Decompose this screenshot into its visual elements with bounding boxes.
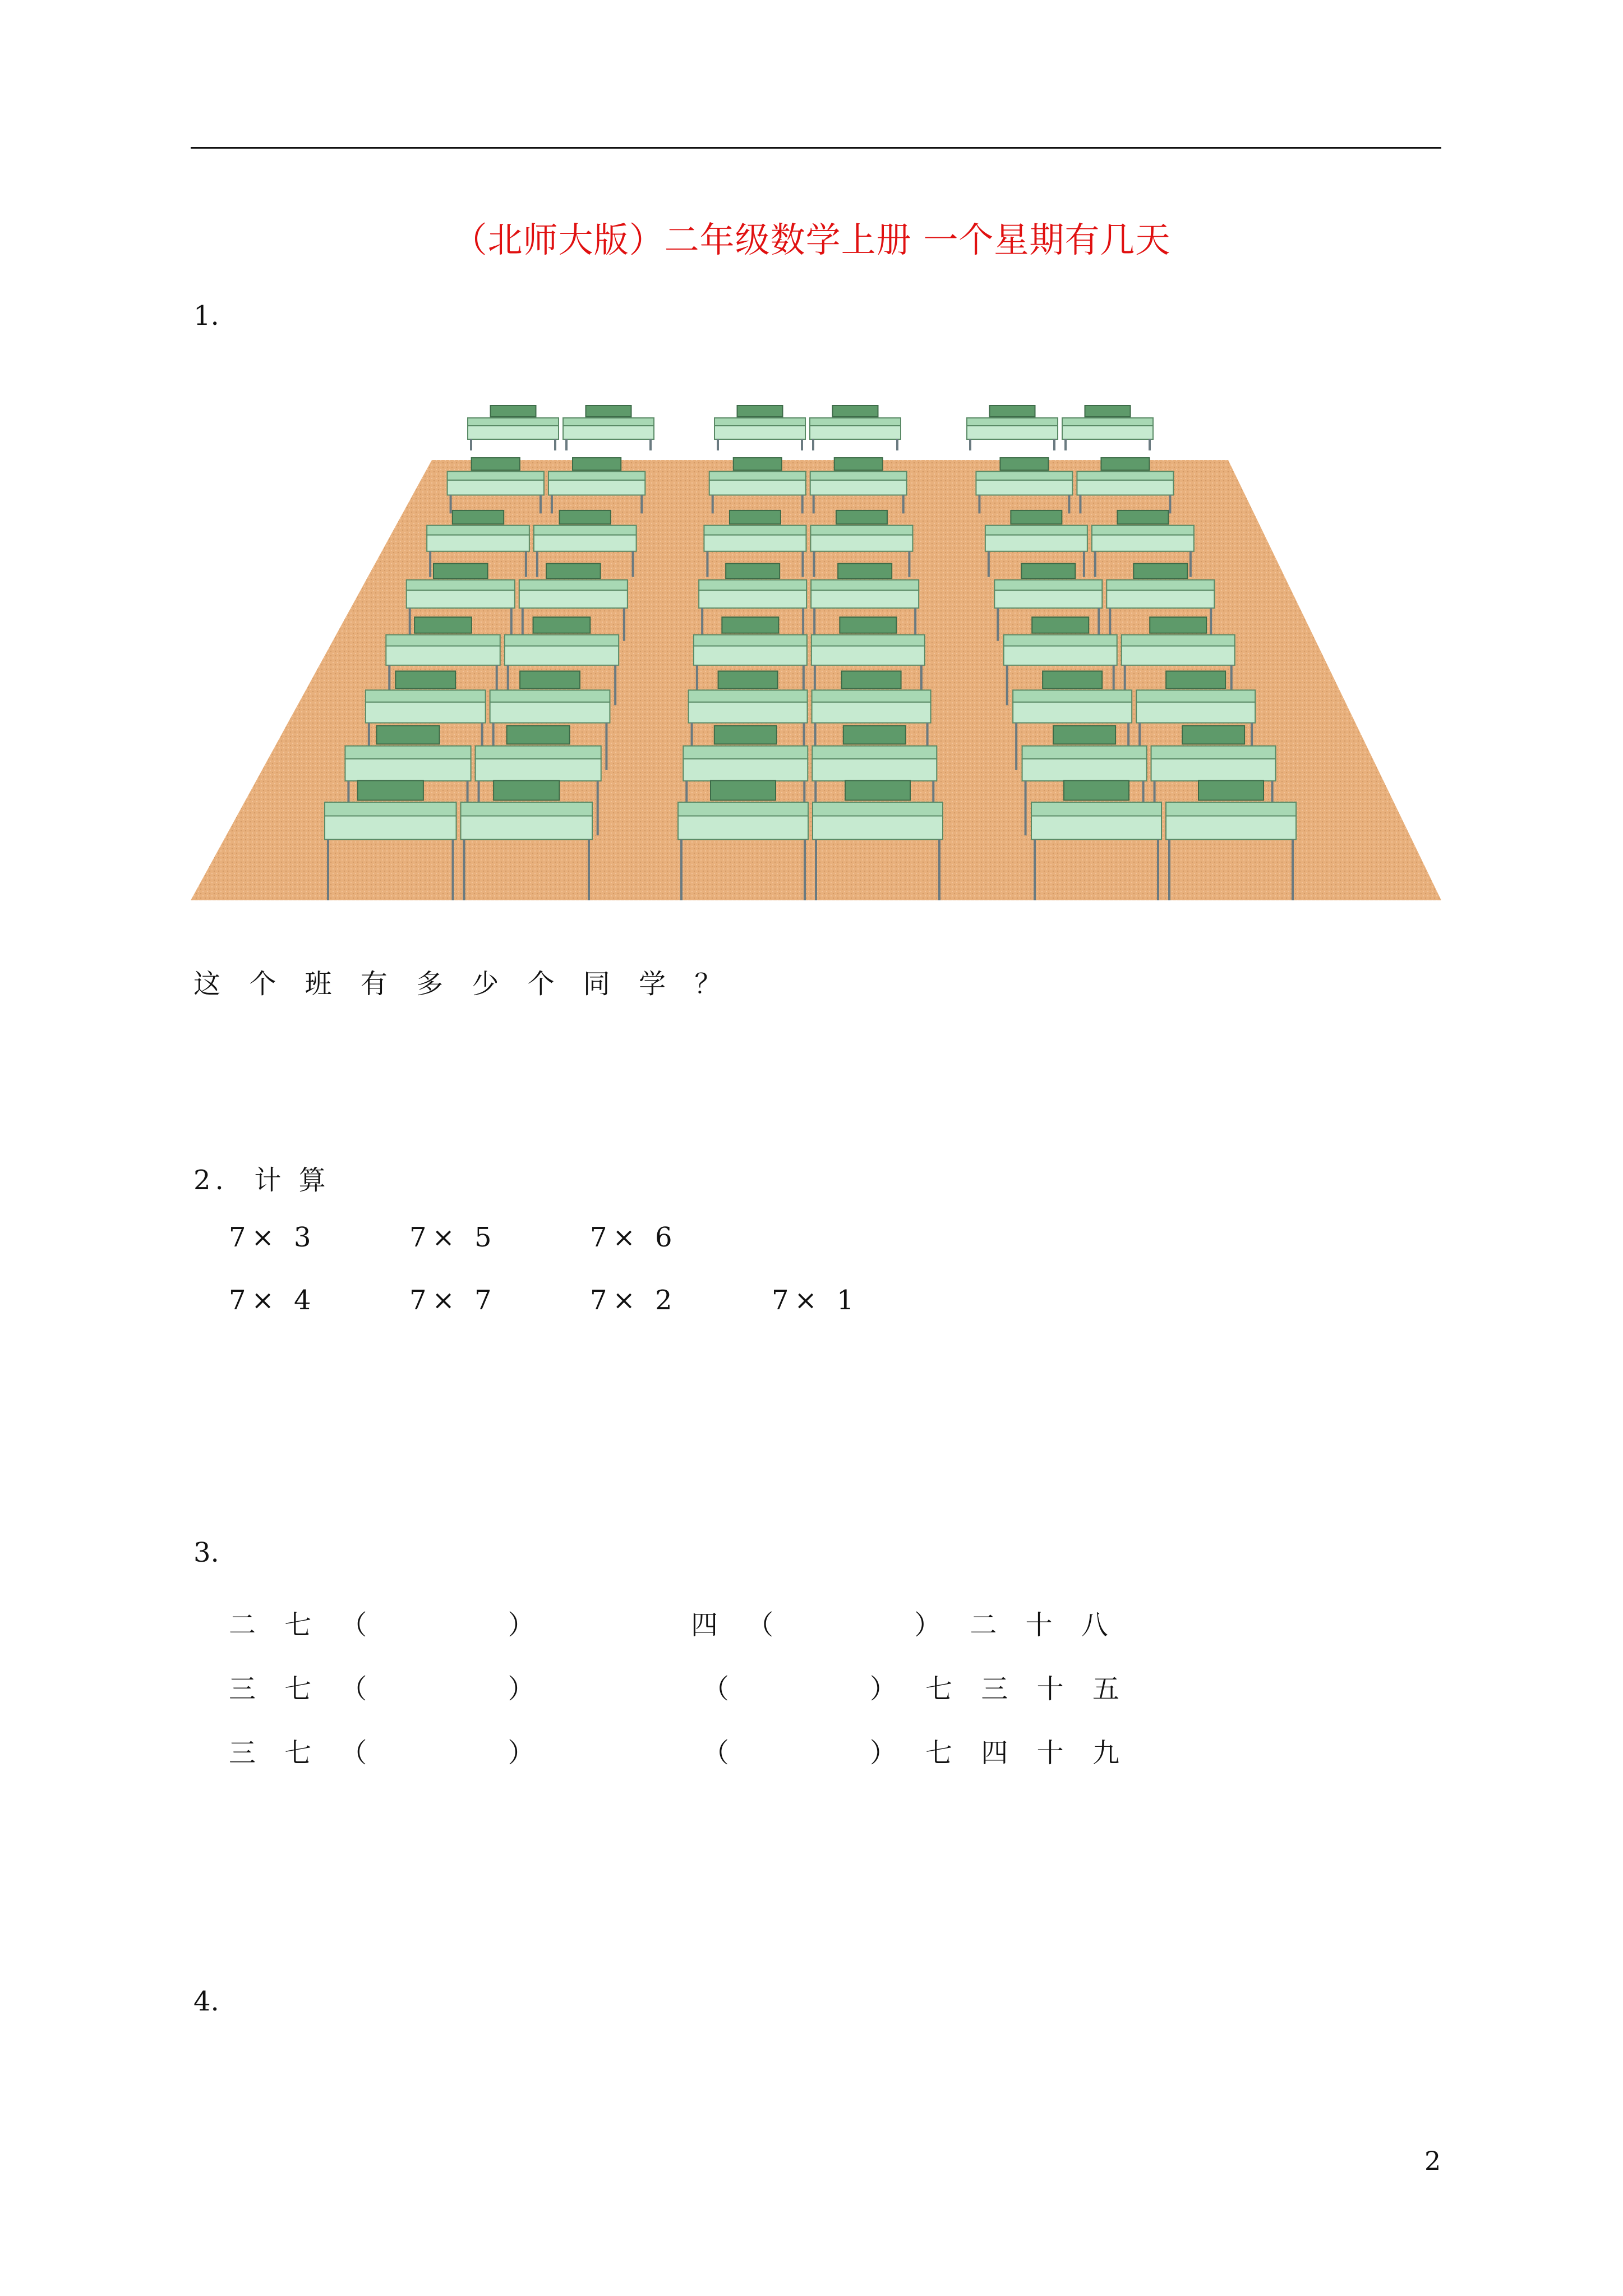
desk-front [325, 816, 457, 840]
desk-top [386, 635, 500, 646]
q2-number-text: 2. [193, 1165, 228, 1196]
desk-top [534, 526, 637, 535]
desk-top [1122, 635, 1235, 646]
desk-top [813, 802, 943, 816]
chair-back [722, 617, 778, 633]
q2-label: 计 算 [254, 1165, 330, 1196]
desk-top [678, 802, 808, 816]
chair-back [586, 406, 631, 417]
q3-left-1: 二 七 （ ） [229, 1609, 545, 1641]
chair-back [1166, 671, 1225, 688]
desk-front [1013, 702, 1132, 723]
chair-back [1032, 617, 1089, 633]
desk-front [811, 590, 919, 608]
desk-front [1077, 480, 1173, 495]
chair-back [833, 406, 878, 417]
chair-back [718, 671, 778, 688]
chair-back [1117, 510, 1168, 524]
desk-front [1151, 759, 1276, 781]
desk-top [548, 471, 645, 480]
classroom-desks-image [191, 367, 1441, 900]
desk-top [1022, 746, 1147, 759]
desk-front [976, 480, 1072, 495]
desk-top [714, 418, 805, 426]
desk-front [689, 702, 808, 723]
chair-back [838, 564, 892, 578]
chair-back [573, 458, 621, 470]
desk-top [325, 802, 457, 816]
q2-expr-1-2: 7× 5 [409, 1222, 497, 1253]
chair-back [711, 781, 776, 800]
chair-back [395, 671, 455, 688]
chair-back [358, 781, 423, 800]
desk-front [490, 702, 610, 723]
chair-back [842, 671, 901, 688]
desk-top [810, 471, 907, 480]
chair-back [1053, 726, 1115, 744]
desk-top [407, 580, 515, 591]
desk-front [810, 480, 907, 495]
desk-top [812, 746, 937, 759]
chair-back [1101, 458, 1149, 470]
desk-top [519, 580, 628, 591]
chair-back [434, 564, 488, 578]
desk-top [689, 690, 808, 702]
desk-top [694, 635, 807, 646]
desk-front [427, 535, 529, 551]
q3-right-2: （ ） 七 三 十 五 [702, 1673, 1129, 1705]
chair-back [1000, 458, 1048, 470]
desk-top [476, 746, 601, 759]
desk-top [448, 471, 544, 480]
chair-back [843, 726, 906, 744]
chair-back [491, 406, 536, 417]
desk-top [490, 690, 610, 702]
header-rule [191, 147, 1441, 149]
desk-front [366, 702, 486, 723]
desk-top [812, 690, 931, 702]
page-title: （北师大版）二年级数学上册 一个星期有几天 [452, 219, 1171, 260]
desk-top [345, 746, 471, 759]
q3-right-3: （ ） 七 四 十 九 [702, 1737, 1129, 1769]
chair-back [1043, 671, 1102, 688]
desk-top [1004, 635, 1117, 646]
chair-back [1150, 617, 1206, 633]
desk-top [810, 418, 901, 426]
desk-top [1136, 690, 1255, 702]
chair-back [376, 726, 439, 744]
q2-expr-2-4: 7× 1 [772, 1285, 860, 1316]
q1-question: 这 个 班 有 多 少 个 同 学 ？ [193, 968, 732, 1000]
q2-expr-2-3: 7× 2 [590, 1285, 678, 1316]
q2-expr-2-2: 7× 7 [409, 1285, 497, 1316]
desk-top [468, 418, 559, 426]
chair-back [1198, 781, 1264, 800]
desk-front [985, 535, 1087, 551]
desk-top [1031, 802, 1161, 816]
desk-top [427, 526, 529, 535]
desk-front [1106, 590, 1214, 608]
chair-back [737, 406, 783, 417]
chair-back [726, 564, 780, 578]
q4-number: 4. [193, 1986, 219, 2017]
desk-front [1022, 759, 1147, 781]
desk-top [810, 526, 912, 535]
desk-top [967, 418, 1058, 426]
desk-front [810, 535, 912, 551]
desk-front [1136, 702, 1255, 723]
chair-back [533, 617, 591, 633]
desk-top [1013, 690, 1132, 702]
q2-expr-1-3: 7× 6 [590, 1222, 678, 1253]
chair-back [472, 458, 520, 470]
chair-back [1085, 406, 1131, 417]
chair-back [546, 564, 601, 578]
q3-number: 3. [193, 1537, 219, 1568]
q1-number: 1. [193, 300, 219, 332]
chair-back [1011, 510, 1062, 524]
desk-front [709, 480, 806, 495]
desk-front [812, 759, 937, 781]
desk-top [1092, 526, 1194, 535]
desk-front [967, 426, 1058, 439]
desk-front [548, 480, 645, 495]
q2-number [193, 1158, 330, 1197]
chair-back [453, 510, 504, 524]
desk-front [812, 702, 931, 723]
desk-top [683, 746, 808, 759]
desk-front [1122, 646, 1235, 665]
chair-back [560, 510, 611, 524]
chair-back [990, 406, 1035, 417]
desk-front [468, 426, 559, 439]
chair-back [1133, 564, 1187, 578]
desk-front [1092, 535, 1194, 551]
desk-top [985, 526, 1087, 535]
desk-front [407, 590, 515, 608]
chair-back [714, 726, 777, 744]
desk-front [448, 480, 544, 495]
desk-top [1062, 418, 1153, 426]
desk-front [519, 590, 628, 608]
desk-front [714, 426, 805, 439]
chair-back [730, 510, 781, 524]
desk-front [810, 426, 901, 439]
desk-front [1031, 816, 1161, 840]
desk-top [699, 580, 806, 591]
desk-front [994, 590, 1102, 608]
desk-front [1004, 646, 1117, 665]
desk-front [345, 759, 471, 781]
desk-front [704, 535, 806, 551]
chair-back [734, 458, 782, 470]
desk-front [1166, 816, 1296, 840]
desk-front [505, 646, 619, 665]
desk-top [811, 635, 925, 646]
q3-right-1: 四 （ ） 二 十 八 [691, 1609, 1118, 1641]
desk-top [1077, 471, 1173, 480]
chair-back [520, 671, 580, 688]
desk-top [461, 802, 593, 816]
desk-top [563, 418, 654, 426]
desk-front [813, 816, 943, 840]
q2-expr-2-1: 7× 4 [229, 1285, 317, 1316]
chair-back [507, 726, 570, 744]
chair-back [414, 617, 472, 633]
desk-top [709, 471, 806, 480]
desk-front [534, 535, 637, 551]
chair-back [845, 781, 910, 800]
desk-top [704, 526, 806, 535]
desk-top [505, 635, 619, 646]
page-number: 2 [1424, 2146, 1441, 2176]
desk-front [1062, 426, 1153, 439]
desk-front [386, 646, 500, 665]
desk-front [683, 759, 808, 781]
desk-top [1151, 746, 1276, 759]
desk-front [476, 759, 601, 781]
desk-top [366, 690, 486, 702]
chair-back [840, 617, 896, 633]
q2-expr-1-1: 7× 3 [229, 1222, 317, 1253]
desk-front [694, 646, 807, 665]
desk-front [699, 590, 806, 608]
desk-top [994, 580, 1102, 591]
chair-back [836, 510, 887, 524]
desk-top [1166, 802, 1296, 816]
chair-back [834, 458, 883, 470]
chair-back [494, 781, 559, 800]
desk-front [811, 646, 925, 665]
chair-back [1021, 564, 1075, 578]
desk-top [811, 580, 919, 591]
desk-top [1106, 580, 1214, 591]
chair-back [1182, 726, 1244, 744]
q3-left-3: 三 七 （ ） [229, 1737, 545, 1769]
desk-front [461, 816, 593, 840]
desk-front [563, 426, 654, 439]
q3-left-2: 三 七 （ ） [229, 1673, 545, 1705]
desk-front [678, 816, 808, 840]
desk-top [976, 471, 1072, 480]
chair-back [1064, 781, 1129, 800]
